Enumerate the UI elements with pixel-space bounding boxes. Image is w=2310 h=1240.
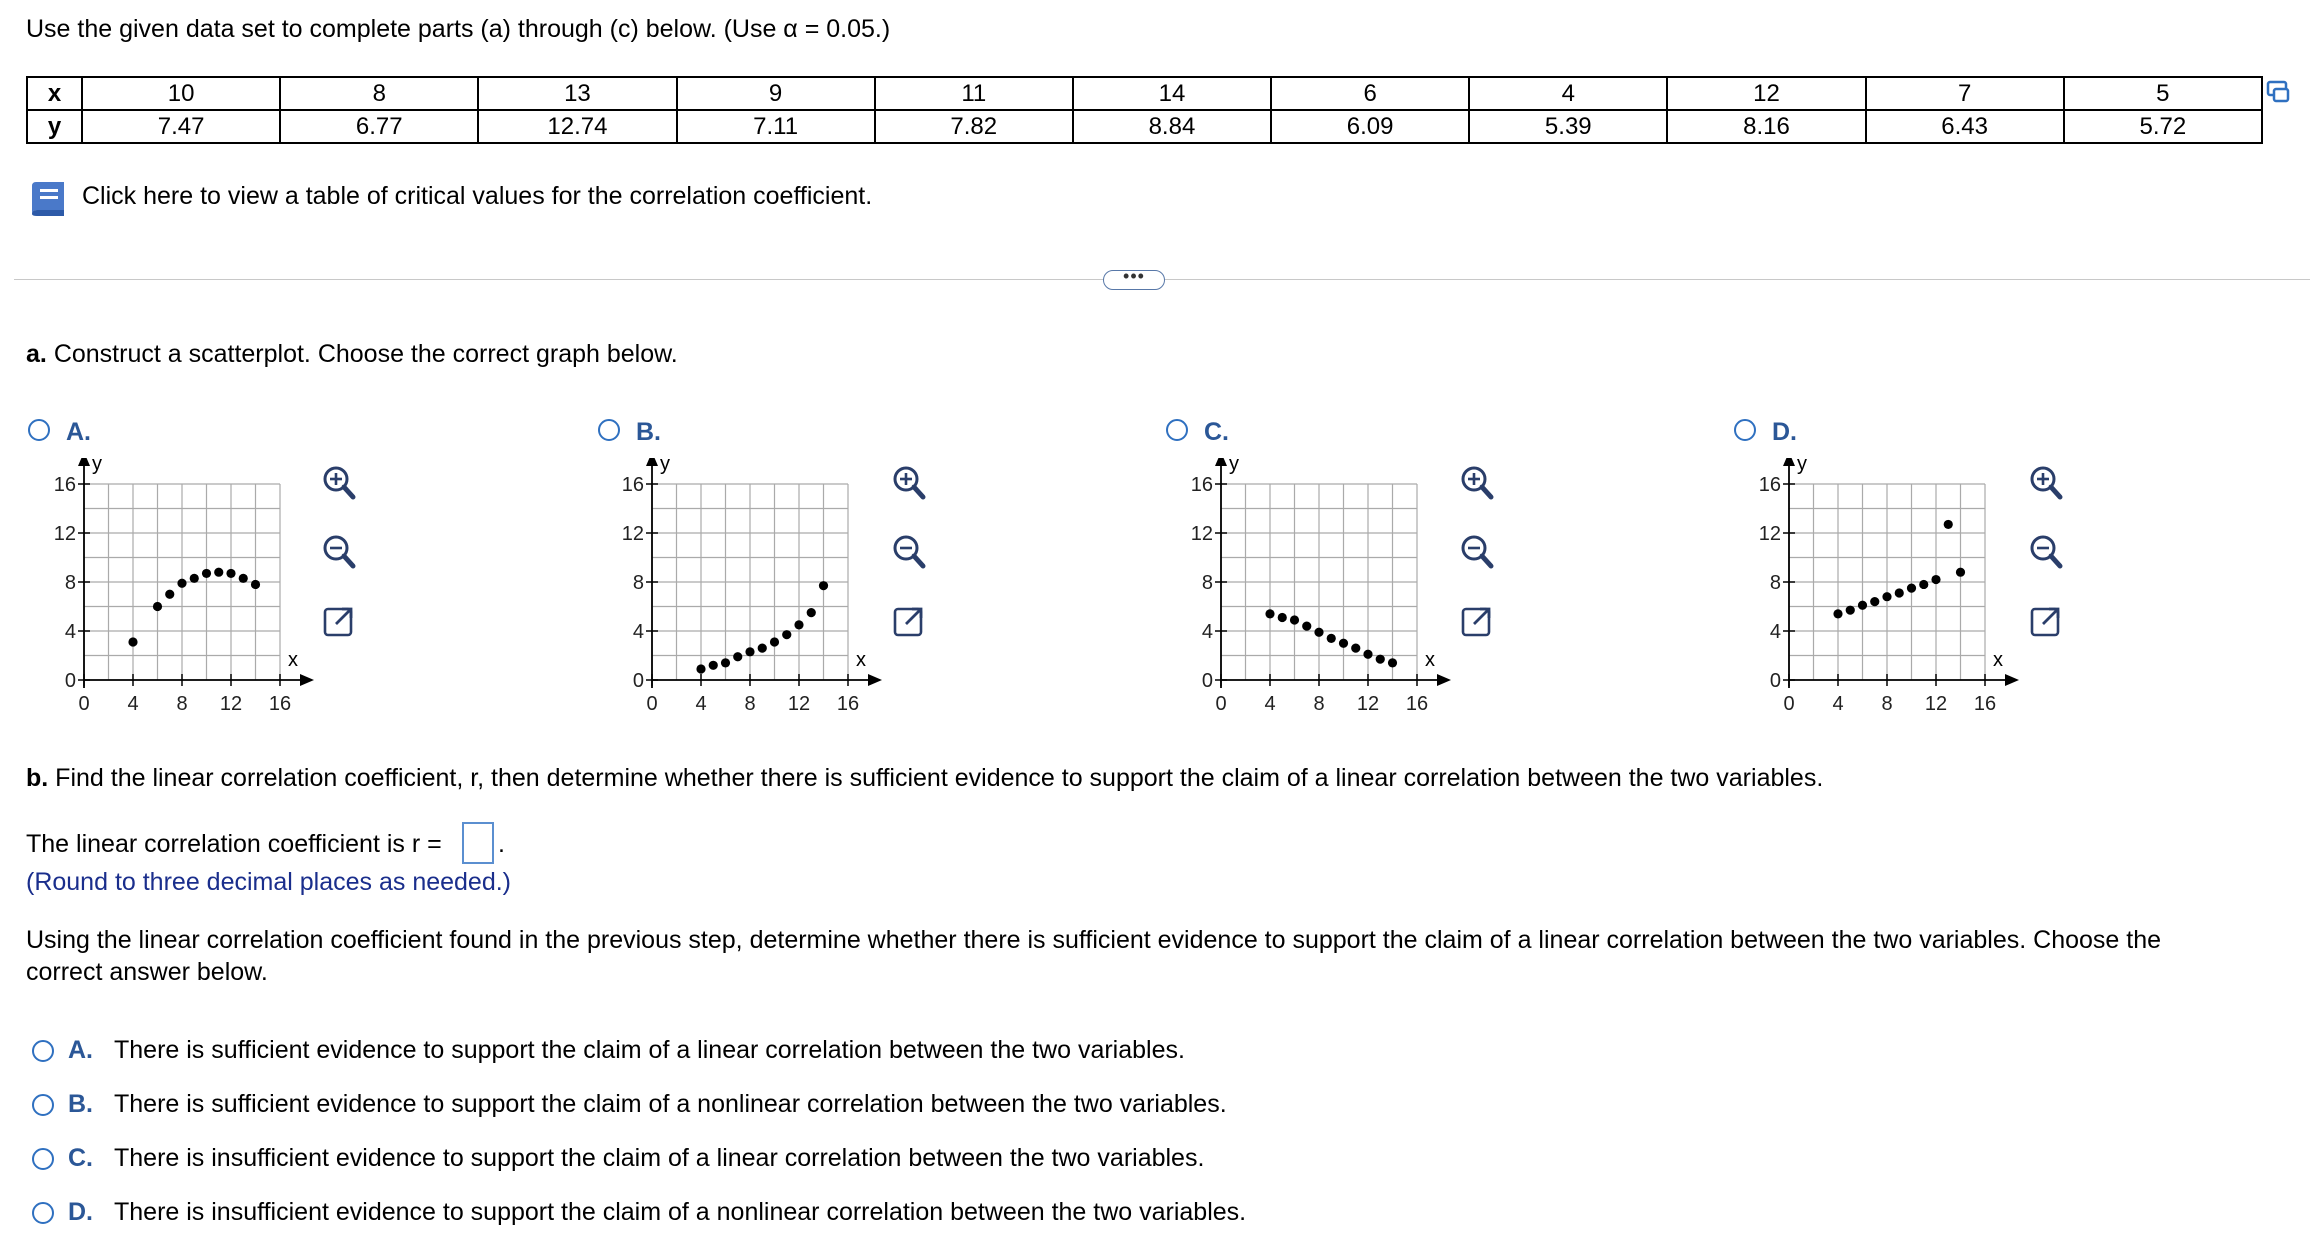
table-cell: 7.47 <box>82 110 280 143</box>
choice-d-text[interactable]: There is insufficient evidence to support the claim of a nonlinear correlation between the two variables. <box>114 1198 1247 1226</box>
x-tick-label: 8 <box>176 693 188 715</box>
data-point <box>190 574 199 583</box>
data-point <box>165 590 174 599</box>
y-tick-label: 4 <box>1769 621 1781 643</box>
data-point <box>177 579 186 588</box>
x-axis-arrow <box>2005 674 2019 686</box>
part-b-question-line2: correct answer below. <box>26 958 268 986</box>
x-tick-label: 8 <box>1881 693 1893 715</box>
table-cell: 7.11 <box>677 110 875 143</box>
magnifier-handle <box>1482 556 1491 566</box>
x-tick-label: 8 <box>1313 693 1325 715</box>
data-point <box>1376 655 1385 664</box>
y-tick-label: 4 <box>64 621 76 643</box>
data-point <box>226 569 235 578</box>
table-cell: 4 <box>1469 77 1667 110</box>
y-axis-arrow <box>646 458 658 466</box>
table-cell: 10 <box>82 77 280 110</box>
data-point <box>202 569 211 578</box>
pop-out-icon[interactable] <box>888 600 930 642</box>
r-suffix: . <box>498 830 505 858</box>
x-tick-label: 16 <box>268 693 292 715</box>
data-point <box>1327 634 1336 643</box>
table-cell: 5 <box>2064 77 2262 110</box>
magnifier-handle <box>1482 487 1491 497</box>
x-axis-arrow <box>868 674 882 686</box>
data-point <box>709 661 718 670</box>
magnifier-handle <box>914 487 923 497</box>
data-point <box>128 637 137 646</box>
table-cell: 14 <box>1073 77 1271 110</box>
data-point <box>1363 650 1372 659</box>
zoom-out-icon[interactable] <box>318 531 360 573</box>
x-axis-label: x <box>1425 649 1435 671</box>
data-point <box>1944 520 1953 529</box>
data-point <box>1895 588 1904 597</box>
r-label: The linear correlation coefficient is r = <box>26 830 442 858</box>
part-b-prompt <box>26 764 1823 793</box>
choice-b-text[interactable]: There is sufficient evidence to support the claim of a nonlinear correlation between the two variables. <box>114 1090 1227 1118</box>
y-tick-label: 16 <box>53 474 76 496</box>
y-tick-label: 12 <box>1190 523 1213 545</box>
x-tick-label: 0 <box>1783 693 1795 715</box>
table-cell: 6.43 <box>1866 110 2064 143</box>
zoom-in-icon[interactable] <box>1456 462 1498 504</box>
graph-option-c-radio[interactable] <box>1166 419 1188 441</box>
magnifier-handle <box>344 556 353 566</box>
table-header-y: y <box>27 110 82 143</box>
table-cell: 6.77 <box>280 110 478 143</box>
magnifier-handle <box>914 556 923 566</box>
table-cell: 5.39 <box>1469 110 1667 143</box>
choice-c-text[interactable]: There is insufficient evidence to support the claim of a linear correlation between the two variables. <box>114 1144 1205 1172</box>
y-tick-label: 0 <box>1769 670 1781 692</box>
data-point <box>1858 601 1867 610</box>
data-point <box>733 652 742 661</box>
data-point <box>1919 580 1928 589</box>
y-tick-label: 8 <box>632 572 644 594</box>
y-axis-label: y <box>92 458 102 475</box>
data-point <box>758 644 767 653</box>
y-tick-label: 16 <box>621 474 644 496</box>
r-answer-input[interactable] <box>462 822 494 864</box>
graph-option-c-label[interactable]: C. <box>1204 418 1229 446</box>
choice-d-radio[interactable] <box>32 1202 54 1224</box>
x-tick-label: 4 <box>1264 693 1276 715</box>
pop-out-icon[interactable] <box>2025 600 2067 642</box>
table-cell: 13 <box>478 77 676 110</box>
x-tick-label: 0 <box>1215 693 1227 715</box>
x-tick-label: 12 <box>1924 693 1948 715</box>
part-b-text: Find the linear correlation coefficient, r, then determine whether there is sufficient evidence to support the claim of a linear correlation between the two variables. <box>55 764 1824 792</box>
x-axis-label: x <box>288 649 298 671</box>
graph-option-a-label[interactable]: A. <box>66 418 91 446</box>
y-tick-label: 12 <box>53 523 76 545</box>
x-tick-label: 16 <box>1405 693 1429 715</box>
table-cell: 9 <box>677 77 875 110</box>
data-point <box>770 637 779 646</box>
data-point <box>1907 584 1916 593</box>
data-point <box>1931 575 1940 584</box>
part-a-prompt <box>26 340 678 369</box>
data-point <box>745 647 754 656</box>
scatterplot-b <box>588 458 888 720</box>
x-axis-label: x <box>1993 649 2003 671</box>
part-a-text: Construct a scatterplot. Choose the correct graph below. <box>53 340 678 368</box>
table-cell: 6 <box>1271 77 1469 110</box>
data-point <box>239 574 248 583</box>
round-hint: (Round to three decimal places as needed.) <box>26 868 512 896</box>
table-cell: 8.16 <box>1667 110 1865 143</box>
x-tick-label: 16 <box>1973 693 1997 715</box>
zoom-in-icon[interactable] <box>888 462 930 504</box>
data-point <box>214 568 223 577</box>
table-cell: 7 <box>1866 77 2064 110</box>
instruction-text: Use the given data set to complete parts (a) through (c) below. (Use α = 0.05.) <box>26 15 891 43</box>
zoom-out-icon[interactable] <box>888 531 930 573</box>
table-row-x <box>27 77 2262 110</box>
magnifier-handle <box>2051 487 2060 497</box>
data-point <box>1833 609 1842 618</box>
x-axis-arrow <box>300 674 314 686</box>
scatterplot-a <box>20 458 320 720</box>
y-tick-label: 8 <box>64 572 76 594</box>
graph-option-b-label[interactable]: B. <box>636 418 661 446</box>
y-tick-label: 8 <box>1201 572 1213 594</box>
data-point <box>794 620 803 629</box>
y-tick-label: 0 <box>64 670 76 692</box>
zoom-out-icon[interactable] <box>1456 531 1498 573</box>
pop-out-icon[interactable] <box>1456 600 1498 642</box>
data-point <box>1956 568 1965 577</box>
graph-option-b-radio[interactable] <box>598 419 620 441</box>
x-tick-label: 16 <box>836 693 860 715</box>
y-tick-label: 0 <box>632 670 644 692</box>
data-point <box>1290 615 1299 624</box>
x-tick-label: 12 <box>1356 693 1380 715</box>
data-point <box>153 602 162 611</box>
scatterplot-c <box>1157 458 1457 720</box>
table-cell: 11 <box>875 77 1073 110</box>
data-point <box>1870 597 1879 606</box>
choice-d-letter[interactable]: D. <box>68 1198 93 1226</box>
data-point <box>251 580 260 589</box>
y-axis-arrow <box>78 458 90 466</box>
table-row-y <box>27 110 2262 143</box>
copy-data-icon[interactable] <box>2266 79 2292 105</box>
data-point <box>1278 613 1287 622</box>
critical-values-link[interactable]: Click here to view a table of critical values for the correlation coefficient. <box>82 182 873 210</box>
y-tick-label: 4 <box>632 621 644 643</box>
y-axis-arrow <box>1215 458 1227 466</box>
y-axis-label: y <box>1797 458 1807 475</box>
zoom-in-icon[interactable] <box>2025 462 2067 504</box>
x-tick-label: 12 <box>219 693 243 715</box>
expand-button[interactable]: ••• <box>1103 270 1165 290</box>
y-tick-label: 8 <box>1769 572 1781 594</box>
table-cell: 5.72 <box>2064 110 2262 143</box>
data-point <box>1265 609 1274 618</box>
table-cell: 12 <box>1667 77 1865 110</box>
magnifier-handle <box>344 487 353 497</box>
part-b-question-line1: Using the linear correlation coefficient found in the previous step, determine whether there is sufficient evidence to support the claim of a linear correlation between the two variables. Choose the <box>26 926 2162 954</box>
y-tick-label: 12 <box>1758 523 1781 545</box>
pop-out-icon[interactable] <box>318 600 360 642</box>
x-tick-label: 0 <box>646 693 658 715</box>
x-tick-label: 12 <box>787 693 811 715</box>
data-point <box>782 630 791 639</box>
scatterplot-d <box>1725 458 2025 720</box>
y-axis-label: y <box>1229 458 1239 475</box>
table-cell: 6.09 <box>1271 110 1469 143</box>
data-point <box>819 581 828 590</box>
y-tick-label: 12 <box>621 523 644 545</box>
magnifier-handle <box>2051 556 2060 566</box>
y-tick-label: 16 <box>1758 474 1781 496</box>
choice-c-radio[interactable] <box>32 1148 54 1170</box>
x-tick-label: 4 <box>1832 693 1844 715</box>
zoom-in-icon[interactable] <box>318 462 360 504</box>
book-icon[interactable] <box>28 178 70 218</box>
table-cell: 8 <box>280 77 478 110</box>
data-point <box>721 658 730 667</box>
data-point <box>1351 644 1360 653</box>
choice-a-letter[interactable]: A. <box>68 1036 93 1064</box>
part-a-label: a. <box>26 340 47 368</box>
data-point <box>1846 606 1855 615</box>
x-tick-label: 4 <box>695 693 707 715</box>
y-tick-label: 0 <box>1201 670 1213 692</box>
choice-a-radio[interactable] <box>32 1040 54 1062</box>
x-tick-label: 0 <box>78 693 90 715</box>
data-point <box>1882 592 1891 601</box>
x-axis-arrow <box>1437 674 1451 686</box>
data-point <box>696 664 705 673</box>
graph-option-a-radio[interactable] <box>28 419 50 441</box>
data-point <box>1314 628 1323 637</box>
choice-b-letter[interactable]: B. <box>68 1090 93 1118</box>
data-point <box>1302 622 1311 631</box>
zoom-out-icon[interactable] <box>2025 531 2067 573</box>
table-cell: 12.74 <box>478 110 676 143</box>
y-axis-arrow <box>1783 458 1795 466</box>
data-table <box>26 76 2263 144</box>
y-axis-label: y <box>660 458 670 475</box>
table-cell: 8.84 <box>1073 110 1271 143</box>
x-tick-label: 4 <box>127 693 139 715</box>
part-b-label: b. <box>26 764 49 792</box>
graph-option-d-radio[interactable] <box>1734 419 1756 441</box>
y-tick-label: 16 <box>1190 474 1213 496</box>
data-point <box>1339 639 1348 648</box>
data-point <box>807 608 816 617</box>
y-tick-label: 4 <box>1201 621 1213 643</box>
choice-c-letter[interactable]: C. <box>68 1144 93 1172</box>
x-tick-label: 8 <box>744 693 756 715</box>
choice-a-text[interactable]: There is sufficient evidence to support the claim of a linear correlation between the two variables. <box>114 1036 1185 1064</box>
graph-option-d-label[interactable]: D. <box>1772 418 1797 446</box>
data-point <box>1388 658 1397 667</box>
x-axis-label: x <box>856 649 866 671</box>
choice-b-radio[interactable] <box>32 1094 54 1116</box>
table-header-x: x <box>27 77 82 110</box>
table-cell: 7.82 <box>875 110 1073 143</box>
